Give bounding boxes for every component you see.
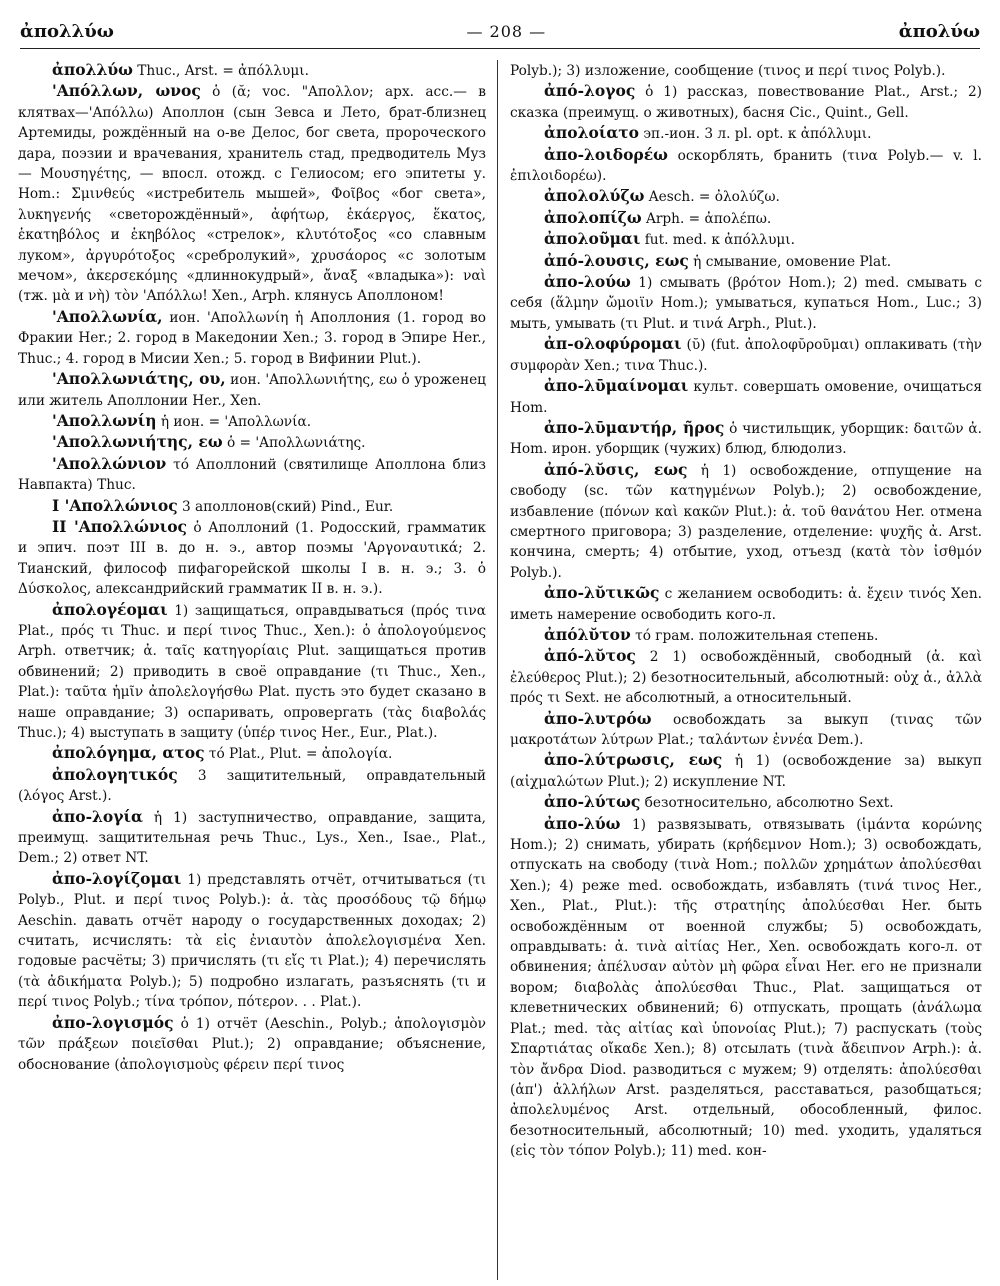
dictionary-entry: [18, 517, 486, 600]
entry-lemma: ἀπο-λῠτικῶς: [544, 583, 660, 603]
dictionary-entry: [510, 272, 982, 334]
dictionary-entry: [510, 792, 982, 813]
entry-lemma: ἀπολογέομαι: [52, 599, 168, 619]
entry-lemma: ἀπόλῠτον: [544, 624, 631, 644]
dictionary-entry: [18, 807, 486, 869]
entry-definition: культ. совершать омовение, очищаться Hom.: [510, 379, 982, 416]
entry-definition: ὁ 1) отчёт (Aeschin., Polyb.; ἀπολογισμὸν τῶν πράξεων ποιεῖσθαι Plut.); 2) оправдание; объяснение, обоснование (ἀπολογισμοὺς φέρειν περί τινος: [18, 1015, 486, 1073]
dictionary-entry: [510, 186, 982, 207]
entry-lemma: ἀπό-λουσις, εως: [544, 250, 689, 270]
dictionary-entry: [18, 743, 486, 764]
entry-definition: освобождать за выкуп (τινας τῶν μακροτάτων λύτρων Plat.; ταλάντων ἐννέα Dem.).: [510, 711, 982, 748]
entry-definition: Arph. = ἀπολέπω.: [641, 210, 772, 227]
dictionary-entry: [510, 376, 982, 418]
entry-definition: ἡ 1) (освобождение за) выкуп (αἰχμαλώτων Plut.); 2) искупление NT.: [510, 753, 982, 790]
entry-definition: 1) смывать (βρότον Hom.); 2) med. смывать с себя (ἅλμην ὤμοιϊν Hom.); умываться, купаться Hom., Luc.; 3) мыть, умывать (τι Plut. и τινά Arph., Plut.).: [510, 275, 982, 332]
dictionary-entry: [18, 369, 486, 411]
dictionary-entry: [510, 460, 982, 583]
dictionary-entry: [18, 1013, 486, 1075]
right-column: [510, 60, 982, 1280]
entry-definition: τό грам. положительная степень.: [630, 627, 879, 644]
dictionary-entry: [18, 600, 486, 744]
dictionary-entry: [18, 496, 486, 517]
entry-definition: безотносительно, абсолютно Sext.: [640, 795, 894, 812]
entry-definition: Aesch. = ὀλολύζω.: [644, 189, 780, 206]
entry-definition: 3 защитительный, оправдательный (λόγος Arst.).: [18, 767, 486, 805]
entry-lemma: 'Απολλωνιήτης, εω: [52, 432, 223, 452]
entry-definition: ἡ ион. = 'Απολλωνία.: [156, 413, 312, 430]
dictionary-entry: [510, 81, 982, 123]
entry-lemma: 'Απολλώνιον: [52, 453, 167, 473]
entry-definition: ἡ 1) заступничество, оправдание, защита, преимущ. защитительная речь Thuc., Lys., Xen., Isae., Plat., Dem.; 2) ответ NT.: [18, 809, 486, 867]
entry-lemma: ἀπολολύζω: [544, 186, 645, 206]
dictionary-entry: [18, 765, 486, 807]
dictionary-entry: [18, 432, 486, 453]
dictionary-entry: [18, 411, 486, 432]
entry-definition: ион. 'Απολλωνιήτης, εω ὁ уроженец или житель Аполлонии Her., Xen.: [18, 372, 486, 409]
dictionary-entry: [510, 814, 982, 1162]
dictionary-entry: [510, 229, 982, 250]
entry-lemma: I 'Απολλώνιος: [52, 495, 178, 515]
entry-lemma: ἀπολλύω: [52, 60, 133, 79]
entry-definition: (ῠ) (fut. ἀπολοφῠροῦμαι) оплакивать (τὴν συμφορὰν Xen.; τινα Thuc.).: [510, 337, 982, 374]
entry-lemma: ἀπολοπίζω: [544, 207, 642, 227]
entry-lemma: ἀπο-λοιδορέω: [544, 144, 668, 164]
dictionary-entry: [510, 251, 982, 272]
entry-lemma: ἀπο-λογία: [52, 806, 143, 826]
entry-lemma: ἀπο-λῡμαντήρ, ῆρος: [544, 417, 725, 437]
entry-lemma: 'Απολλωνιάτης, ου,: [52, 369, 226, 389]
column-divider: [497, 60, 498, 1280]
entry-definition: fut. med. к ἀπόλλυμι.: [640, 232, 796, 249]
entry-definition: ἡ смывание, омовение Plat.: [688, 253, 892, 270]
entry-lemma: II 'Απολλώνιος: [52, 516, 187, 536]
entry-definition: ἡ 1) освобождение, отпущение на свободу (sc. τῶν κατηγμένων Polyb.); 2) освобождение, избавление (πόνων καὶ κακῶν Plut.): ἀ. τοῦ θανάτου Her. отмена смертного приговора; 3) разделение, отделение: ψυχῆς ἀ. Arst. кончина, смерть; 4) отбытие, уход, отъезд (κατὰ τὸν ἰσθμόν Polyb.).: [510, 462, 982, 581]
entry-lemma: ἀπο-λύω: [544, 813, 621, 833]
entry-lemma: ἀπ-ολοφύρομαι: [544, 334, 682, 354]
dictionary-entry: [18, 869, 486, 1013]
dictionary-entry: [18, 307, 486, 369]
entry-definition: Polyb.); 3) изложение, сообщение (τινος и περί τινος Polyb.).: [510, 63, 946, 79]
header-left-headword: ἀπολλύω: [20, 20, 114, 42]
entry-definition: ὁ (ᾰ; voc. "Απολλον; арх. acc.— в клятвах—'Απόλλω) Аполлон (сын Зевса и Лето, брат-близнец Артемиды, рождённый на о-ве Делос, бог света, пророческого дара, поэзии и врачевания, хранитель стад, предводитель Муз — Μουσηγέτης, — впосл. отожд. с Гелиосом; его эпитеты у. Hom.: Σμινθεύς «истребитель мышей», Φοῖβος «бог света», λυκηγενής «светорождённый», ἀφήτωρ, ἑκάεργος, ἕκατος, ἑκατηβόλος и ἑκηβόλος «стрелок», κλυτότοξος «со славным луком», ἀργυρότοξος «сребролукий», χρυσάορος «с золотым мечом», ἀκερσεκόμης «длиннокудрый», ἄναξ «владыка»): ναὶ (тж. μὰ и νὴ) τὸν 'Απόλλω! Xen., Arph. клянусь Аполлоном!: [18, 84, 486, 305]
entry-lemma: 'Απολλωνίη: [52, 410, 157, 430]
entry-lemma: ἀπο-λῡμαίνομαι: [544, 376, 689, 396]
entry-definition: 1) защищаться, оправдываться (πρός τινα Plat., πρός τι Thuc. и περί τινος Thuc., Xen.): ὁ ἀπολογούμενος Arph. ответчик; ἀ. ταῖς κατηγορίαις Plut. защищаться против обвинений; 2) приводить в своё оправдание (τι Thuc., Xen., Plat.): ταῦτα ἡμῖν ἀπολελογήσθω Plat. пусть это будет сказано в наше оправдание; 3) оспаривать, опровергать (τὰς διαβολάς Thuc.); 4) выступать в защиту (ὑπέρ τινος Her., Eur., Plat.).: [18, 602, 486, 741]
dictionary-entry: [510, 750, 982, 792]
entry-definition: τό Plat., Plut. = ἀπολογία.: [204, 746, 393, 763]
entry-lemma: 'Απόλλων, ωνος: [52, 81, 201, 101]
dictionary-entry: [510, 123, 982, 144]
dictionary-entry: [510, 334, 982, 376]
page-header: [20, 14, 980, 49]
entry-lemma: ἀπο-λύτρωσις, εως: [544, 750, 723, 770]
dictionary-entry: [18, 454, 486, 496]
entry-lemma: 'Απολλωνία,: [52, 306, 163, 326]
entry-lemma: ἀπο-λυτρόω: [544, 708, 652, 728]
entry-lemma: ἀπολοίατο: [544, 123, 640, 143]
entry-lemma: ἀπο-λογισμός: [52, 1012, 174, 1032]
entry-definition: τό Аполлоний (святилище Аполлона близ Навпакта) Thuc.: [18, 456, 486, 494]
entry-definition: 3 аполлонов(ский) Pind., Eur.: [177, 498, 394, 515]
dictionary-entry: [510, 208, 982, 229]
entry-lemma: ἀπό-λογος: [544, 81, 636, 101]
entry-definition: 1) представлять отчёт, отчитываться (τι Polyb., Plut. и περί τινος Polyb.): ἀ. τὰς προσόδους τῷ δήμῳ Aeschin. давать отчёт народу о государственных доходах; 2) считать, исчислять: τὰ εἰς ἐνιαυτὸν ἀπολελογισμένα Xen. годовые расчёты; 3) причислять (τι εἴς τι Plat.); 4) перечислять (τὰ ἀδικήματα Polyb.); 5) подробно излагать, разъяснять (τι и περί τινος Polyb.; τίνα τρόπον, πότερον. . . Plat.).: [18, 871, 486, 1011]
entry-definition: оскорблять, бранить (τινα Polyb.— v. l. ἐπιλοιδορέω).: [510, 147, 982, 185]
entry-definition: ион. 'Απολλωνίη ἡ Аполлония (1. город во Фракии Her.; 2. город в Македонии Xen.; 3. город в Эпире Her., Thuc.; 4. город в Мисии Xen.; 5. город в Вифинии Plut.).: [18, 309, 486, 367]
entry-definition: с желанием освободить: ἀ. ἔχειν τινός Xen. иметь намерение освободить кого-л.: [510, 586, 982, 623]
entry-definition: ὁ чистильщик, уборщик: δαιτῶν ἀ. Hom. ирон. уборщик (чужих) блюд, блюдолиз.: [510, 420, 982, 458]
dictionary-entry: [510, 583, 982, 625]
entry-lemma: ἀπολόγημα, ατος: [52, 743, 205, 763]
dictionary-entry: [510, 646, 982, 708]
entry-definition: ὁ = 'Απολλωνιάτης.: [222, 435, 366, 452]
entry-definition: ὁ Аполлоний (1. Родосский, грамматик и эпич. поэт III в. до н. э., автор поэмы 'Αργοναυτικά; 2. Тианский, философ пифагорейской школы I в. н. э.; 3. ὁ Δύσκολος, александрийский грамматик II в. н. э.).: [18, 519, 486, 598]
dictionary-entry: [510, 709, 982, 751]
entry-lemma: ἀπο-λούω: [544, 272, 631, 292]
entry-lemma: ἀπολογητικός: [52, 764, 178, 784]
entry-lemma: ἀπο-λογίζομαι: [52, 868, 182, 888]
dictionary-entry-continuation: [510, 60, 982, 81]
dictionary-entry: [510, 625, 982, 646]
entry-lemma: ἀπολοῦμαι: [544, 229, 641, 249]
entry-definition: 1) развязывать, отвязывать (ἱμάντα κορώνης Hom.); 2) снимать, убирать (κρήδεμνον Hom.); 3) освобождать, отпускать на свободу (τινὰ Hom.; πολλῶν χρημάτων ἀπολύεσθαι Xen.); 4) реже med. освобождать, избавлять (τινά τινος Her., Xen., Plat., Plut.): τῆς στρατηίης ἀπολύεσθαι Her. быть освобождённым от военной службы; 5) освобождать, оправдывать: ἀ. τινὰ αἰτίας Her., Xen. освобождать кого-л. от обвинения; ἀπέλυσαν αὐτὸν μὴ φῶρα εἶναι Her. его не признали вором; διαβολὰς ἀπολύεσθαι Thuc., Plat. защищаться от клеветнических обвинений; 6) отпускать, прощать (ἀνάλωμα Plat.; med. τὰς αἰτίας καὶ ὑπονοίας Plut.); 7) распускать (τοὺς Σπαρτιάτας οἴκαδε Xen.); 8) отсылать (τινὰ ἄδειπνον Arph.): ἀ. τὸν ἄνδρα Diod. разводиться с мужем; 9) отделять: ἀπολύεσθαι (ἀπ') ἀλλήλων Arst. разделяться, расставаться, разобщаться; ἀπολελυμένος Arst. отдельный, обособленный, филос. безотносительный, абсолютный; 10) med. уходить, удаляться (εἰς τὸν τόπον Polyb.); 11) med. кон-: [510, 816, 982, 1160]
page-number: — 208 —: [466, 21, 547, 41]
entry-definition: эп.-ион. 3 л. pl. opt. к ἀπόλλυμι.: [639, 126, 872, 143]
entry-definition: Thuc., Arst. = ἀπόλλυμι.: [132, 63, 309, 79]
dictionary-entry: [18, 60, 486, 81]
entry-definition: 2 1) освобождённый, свободный (ἀ. καὶ ἐλεύθερος Plut.); 2) безотносительный, абсолютный: οὐχ ἀ., ἀλλὰ πρός τι Sext. не абсолютный, а относительный.: [510, 649, 982, 707]
entry-lemma: ἀπό-λῠσις, εως: [544, 459, 688, 479]
dictionary-entry: [510, 145, 982, 187]
dictionary-entry: [18, 81, 486, 306]
dictionary-entry: [510, 418, 982, 460]
entry-definition: ὁ 1) рассказ, повествование Plat., Arst.; 2) сказка (преимущ. о животных), басня Cic., Quint., Gell.: [510, 84, 982, 121]
entry-lemma: ἀπό-λῠτος: [544, 646, 636, 666]
entry-lemma: ἀπο-λύτως: [544, 792, 641, 812]
left-column: [18, 60, 486, 1280]
header-right-headword: ἀπολύω: [898, 20, 980, 42]
